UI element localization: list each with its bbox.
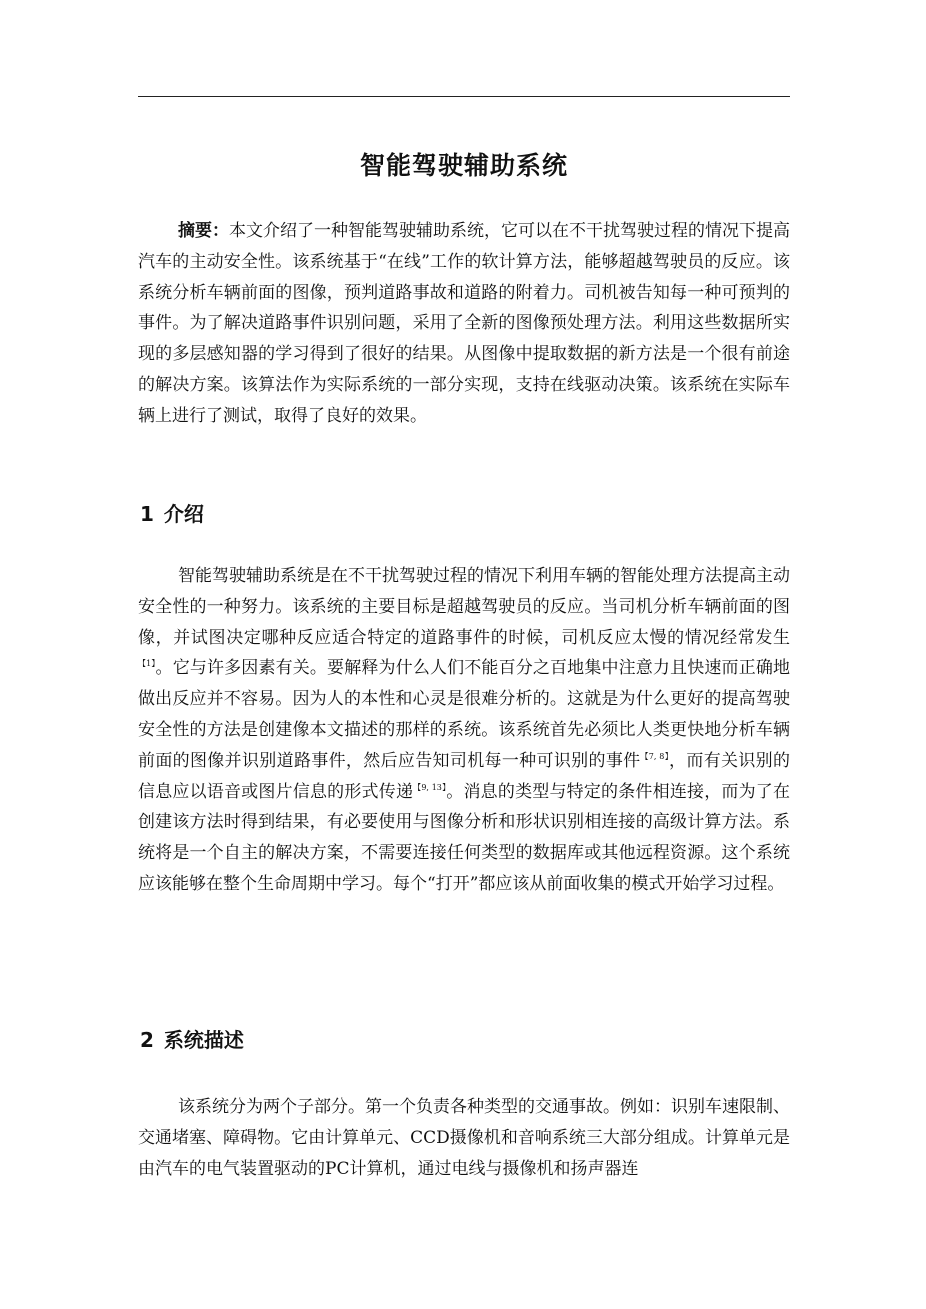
section-2-number: 2 <box>140 1028 154 1052</box>
section-1-heading <box>140 498 204 527</box>
section-1-paragraph <box>138 561 790 900</box>
document-title: 智能驾驶辅助系统 <box>359 151 568 180</box>
abstract-paragraph <box>138 216 790 432</box>
abstract-label: 摘要： <box>178 221 229 241</box>
header-rule <box>138 96 790 97</box>
citation-9-13: 【9, 13】 <box>413 782 447 792</box>
section-2-text: 该系统分为两个子部分。第一个负责各种类型的交通事故。例如：识别车速限制、交通堵塞、障碍物。它由计算单元、CCD摄像机和音响系统三大部分组成。计算单元是由汽车的电气装置驱动的PC计算机，通过电线与摄像机和扬声器连 <box>138 1097 790 1179</box>
section-1-text-2: 。它与许多因素有关。要解释为什么人们不能百分之百地集中注意力且快速而正确地做出反应并不容易。因为人的本性和心灵是很难分析的。这就是为什么更好的提高驾驶安全性的方法是创建像本文描述的那样的系统。该系统首先必须比人类更快地分析车辆前面的图像并识别道路事件，然后应告知司机每一种可识别的事件 <box>138 658 790 771</box>
citation-1: 【1】 <box>138 659 156 669</box>
section-1-title: 介绍 <box>163 502 204 526</box>
section-1-text-4: 。消息的类型与特定的条件相连接，而为了在创建该方法时得到结果，有必要使用与图像分析和形状识别相连接的高级计算方法。系统将是一个自主的解决方案，不需要连接任何类型的数据库或其他远程资源。这个系统应该能够在整个生命周期中学习。每个“打开”都应该从前面收集的模式开始学习过程。 <box>138 781 791 894</box>
section-2-heading <box>140 1024 244 1053</box>
section-2-title: 系统描述 <box>163 1028 244 1052</box>
section-1-text-3: ，而有关识别的信息应以语音或图片信息的形式传递 <box>138 750 791 802</box>
citation-7-8: 【7, 8】 <box>640 751 670 761</box>
section-1-number: 1 <box>140 502 154 526</box>
abstract-text: 本文介绍了一种智能驾驶辅助系统，它可以在不干扰驾驶过程的情况下提高汽车的主动安全性。该系统基于“在线”工作的软计算方法，能够超越驾驶员的反应。该系统分析车辆前面的图像，预判道路事故和道路的附着力。司机被告知每一种可预判的事件。为了解决道路事件识别问题，采用了全新的图像预处理方法。利用这些数据所实现的多层感知器的学习得到了很好的结果。从图像中提取数据的新方法是一个很有前途的解决方案。该算法作为实际系统的一部分实现，支持在线驱动决策。该系统在实际车辆上进行了测试，取得了良好的效果。 <box>138 221 790 426</box>
section-2-paragraph <box>138 1092 790 1184</box>
section-1-text-1: 智能驾驶辅助系统是在不干扰驾驶过程的情况下利用车辆的智能处理方法提高主动安全性的一种努力。该系统的主要目标是超越驾驶员的反应。当司机分析车辆前面的图像，并试图决定哪种反应适合特定的道路事件的时候，司机反应太慢的情况经常发生 <box>138 566 790 648</box>
